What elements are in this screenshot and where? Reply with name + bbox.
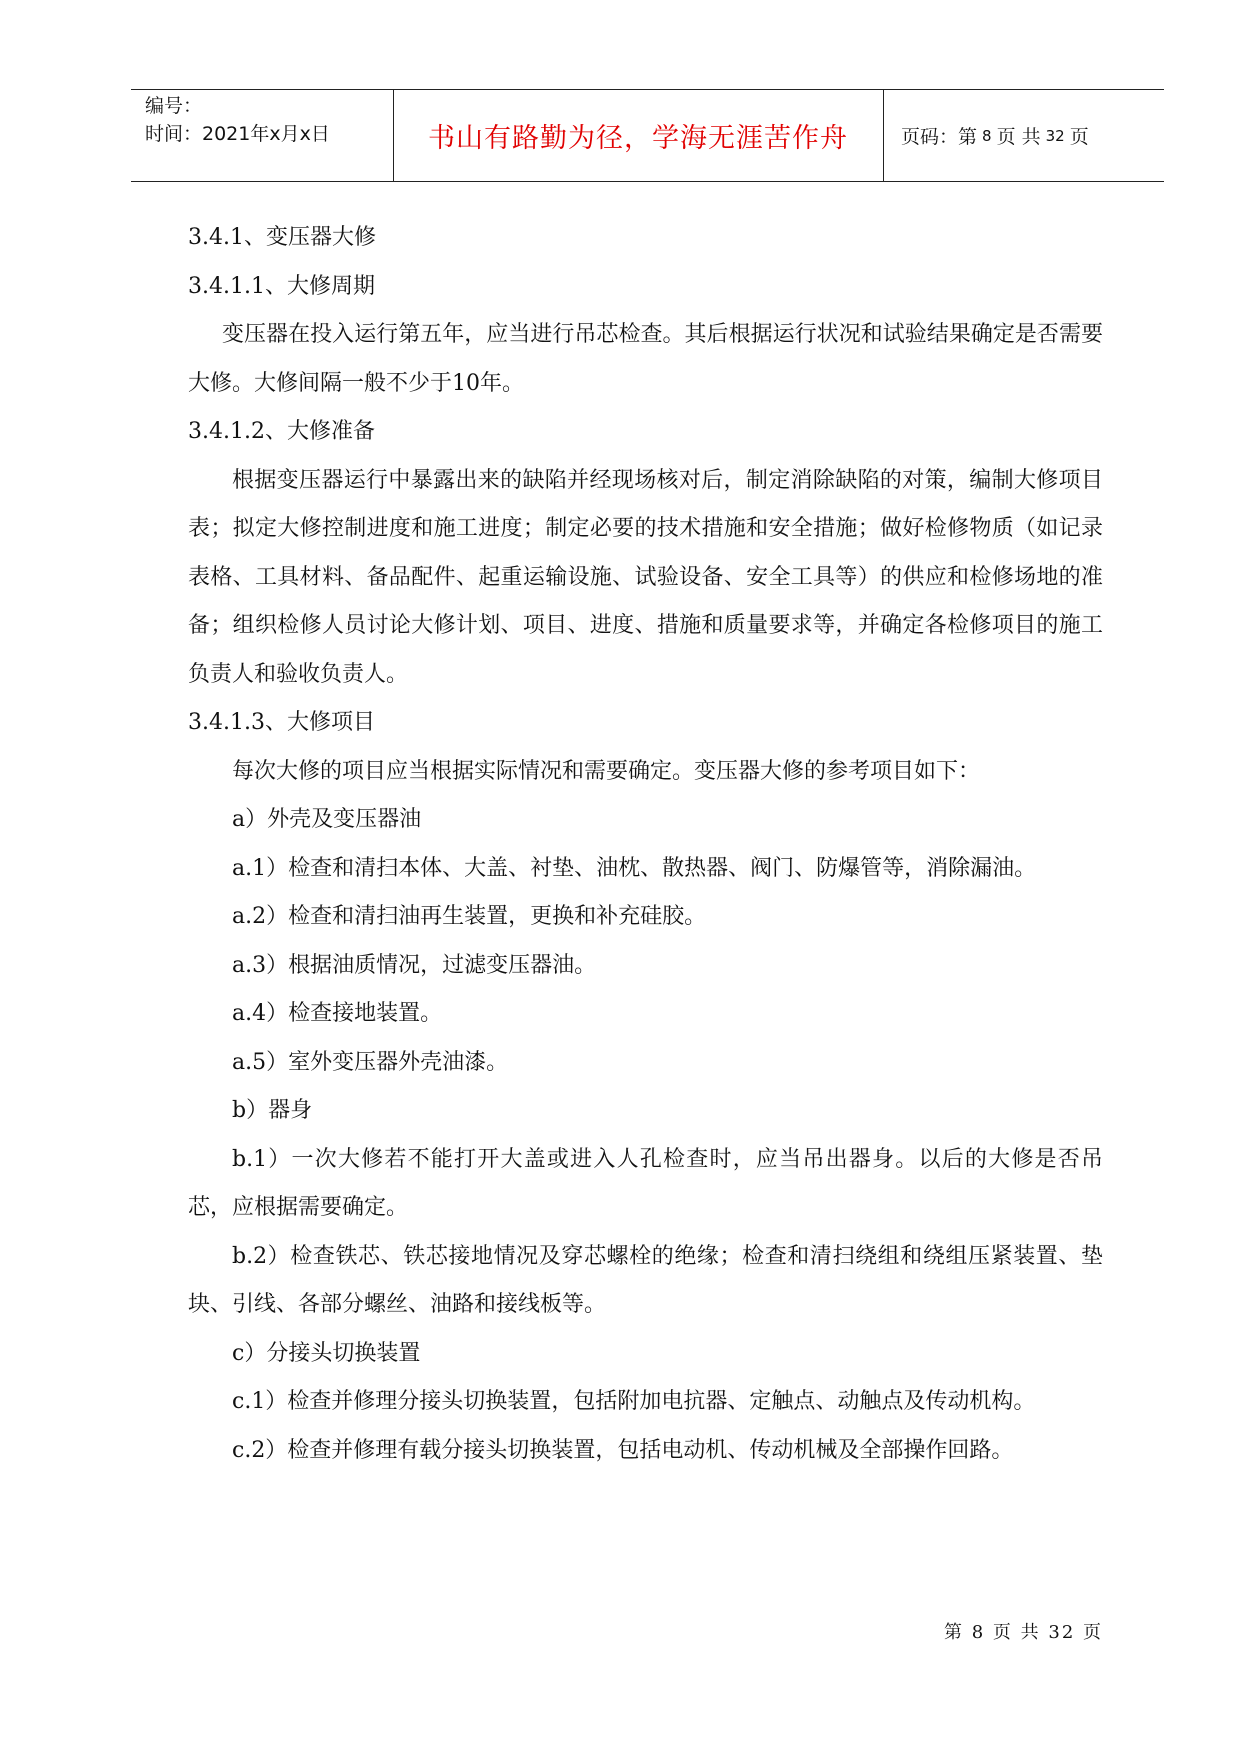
body-paragraph: b.2）检查铁芯、铁芯接地情况及穿芯螺栓的绝缘；检查和清扫绕组和绕组压紧装置、垫块、引线、各部分螺丝、油路和接线板等。	[188, 1243, 1103, 1317]
page-mid: 页 共	[996, 126, 1041, 148]
body-paragraph: c.2）检查并修理有载分接头切换装置，包括电动机、传动机械及全部操作回路。	[232, 1437, 1014, 1463]
time-label: 时间：2021年x月x日	[145, 123, 330, 145]
body-paragraph: 每次大修的项目应当根据实际情况和需要确定。变压器大修的参考项目如下：	[232, 758, 981, 784]
body-paragraph: 根据变压器运行中暴露出来的缺陷并经现场核对后，制定消除缺陷的对策，编制大修项目表；拟定大修控制进度和施工进度；制定必要的技术措施和安全措施；做好检修物质（如记录表格、工具材料、备品配件、起重运输设施、试验设备、安全工具等）的供应和检修场地的准备；组织检修人员讨论大修计划、项目、进度、措施和质量要求等，并确定各检修项目的施工负责人和验收负责人。	[188, 467, 1103, 687]
page-total: 32	[1045, 126, 1065, 145]
page-current: 8	[982, 126, 992, 145]
body-paragraph: a.4）检查接地装置。	[232, 1001, 443, 1026]
page-suffix: 页	[1069, 126, 1089, 148]
header-divider	[883, 90, 884, 181]
body-paragraph: b）器身	[232, 1098, 313, 1123]
body-paragraph: a）外壳及变压器油	[232, 807, 422, 832]
serial-label: 编号：	[145, 95, 203, 117]
page-footer: 第 8 页 共 32 页	[944, 1622, 1103, 1643]
section-heading: 3.4.1.3、大修项目	[188, 710, 375, 735]
body-paragraph: a.1）检查和清扫本体、大盖、衬垫、油枕、散热器、阀门、防爆管等，消除漏油。	[232, 855, 1037, 881]
document-body	[188, 214, 1103, 1475]
body-paragraph: c.1）检查并修理分接头切换装置，包括附加电抗器、定触点、动触点及传动机构。	[232, 1389, 1036, 1414]
document-header	[131, 89, 1164, 182]
body-paragraph: a.3）根据油质情况，过滤变压器油。	[232, 952, 597, 978]
section-heading: 3.4.1、变压器大修	[188, 225, 376, 250]
body-paragraph: 变压器在投入运行第五年，应当进行吊芯检查。其后根据运行状况和试验结果确定是否需要大修。大修间隔一般不少于10年。	[188, 322, 1103, 396]
body-paragraph: a.2）检查和清扫油再生装置，更换和补充硅胶。	[232, 904, 707, 929]
header-meta	[145, 92, 330, 148]
section-heading: 3.4.1.1、大修周期	[188, 273, 375, 299]
section-heading: 3.4.1.2、大修准备	[188, 419, 375, 444]
header-motto: 书山有路勤为径，学海无涯苦作舟	[428, 123, 848, 154]
header-page-number	[891, 90, 1164, 181]
body-paragraph: a.5）室外变压器外壳油漆。	[232, 1049, 509, 1075]
body-paragraph: b.1）一次大修若不能打开大盖或进入人孔检查时，应当吊出器身。以后的大修是否吊芯，应根据需要确定。	[188, 1146, 1103, 1220]
body-paragraph: c）分接头切换装置	[232, 1340, 421, 1366]
page-prefix: 页码：第	[901, 126, 978, 148]
